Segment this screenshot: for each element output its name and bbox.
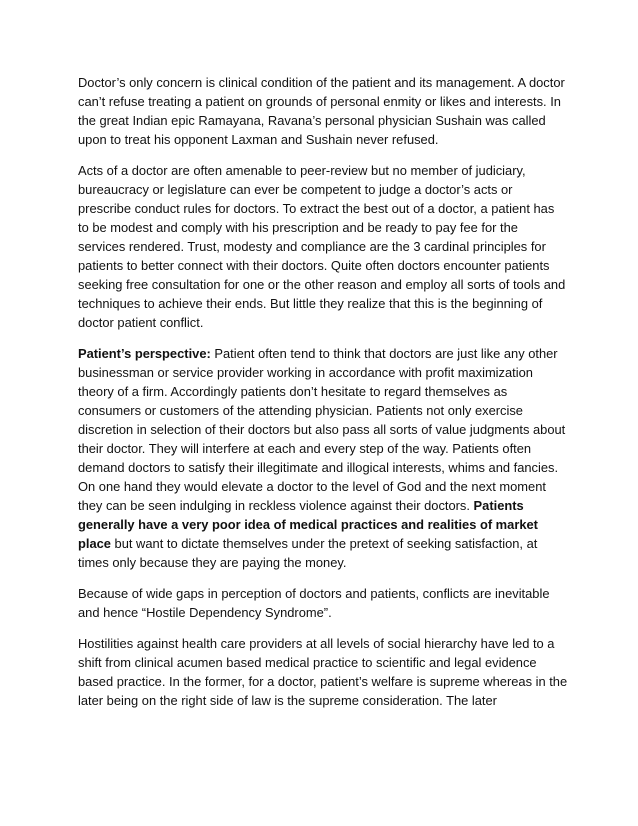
text-segment: Doctor’s only concern is clinical condition of the patient and its management. A doctor can’t refuse treating a patient on grounds of personal enmity or likes and interests. In the great Indian epic Ramayana, Ravana’s personal physician Sushain was called upon to treat his opponent Laxman and Sushain never refused. xyxy=(78,75,565,147)
bold-heading-patients-perspective: Patient’s perspective: xyxy=(78,346,211,361)
paragraph-patients-perspective xyxy=(78,344,568,572)
text-segment: Hostilities against health care providers at all levels of social hierarchy have led to a shift from clinical acumen based medical practice to scientific and legal evidence based practice. In the former, for a doctor, patient’s welfare is supreme whereas in the later being on the right side of law is the supreme consideration. The later xyxy=(78,636,568,708)
paragraph-wide-gaps xyxy=(78,584,568,622)
paragraph-hostilities xyxy=(78,634,568,710)
bold-emphasis-poor-idea: Patients generally have a very poor idea of medical practices and realities of market place xyxy=(78,498,538,551)
document-page xyxy=(78,73,568,722)
paragraph-doctor-concern xyxy=(78,73,568,149)
text-segment: Because of wide gaps in perception of doctors and patients, conflicts are inevitable and hence “Hostile Dependency Syndrome”. xyxy=(78,586,550,620)
text-segment: Patient often tend to think that doctors are just like any other businessman or service provider working in accordance with profit maximization theory of a firm. Accordingly patients don’t hesitate to regard themselves as consumers or customers of the attending physician. Patients not only exercise discretion in selection of their doctors but also pass all sorts of value judgments about their doctor. They will interfere at each and every step of the way. Patients often demand doctors to satisfy their illegitimate and illogical interests, whims and fancies. On one hand they would elevate a doctor to the level of God and the next moment they can be seen indulging in reckless violence against their doctors. xyxy=(78,346,566,513)
text-segment: but want to dictate themselves under the pretext of seeking satisfaction, at times only because they are paying the money. xyxy=(78,536,538,570)
paragraph-acts-of-doctor xyxy=(78,161,568,332)
text-segment: Acts of a doctor are often amenable to peer-review but no member of judiciary, bureaucracy or legislature can ever be competent to judge a doctor’s acts or prescribe conduct rules for doctors. To extract the best out of a doctor, a patient has to be modest and comply with his prescription and be ready to pay fee for the services rendered. Trust, modesty and compliance are the 3 cardinal principles for patients to better connect with their doctors. Quite often doctors encounter patients seeking free consultation for one or the other reason and employ all sorts of tools and techniques to achieve their ends. But little they realize that this is the beginning of doctor patient conflict. xyxy=(78,163,566,330)
